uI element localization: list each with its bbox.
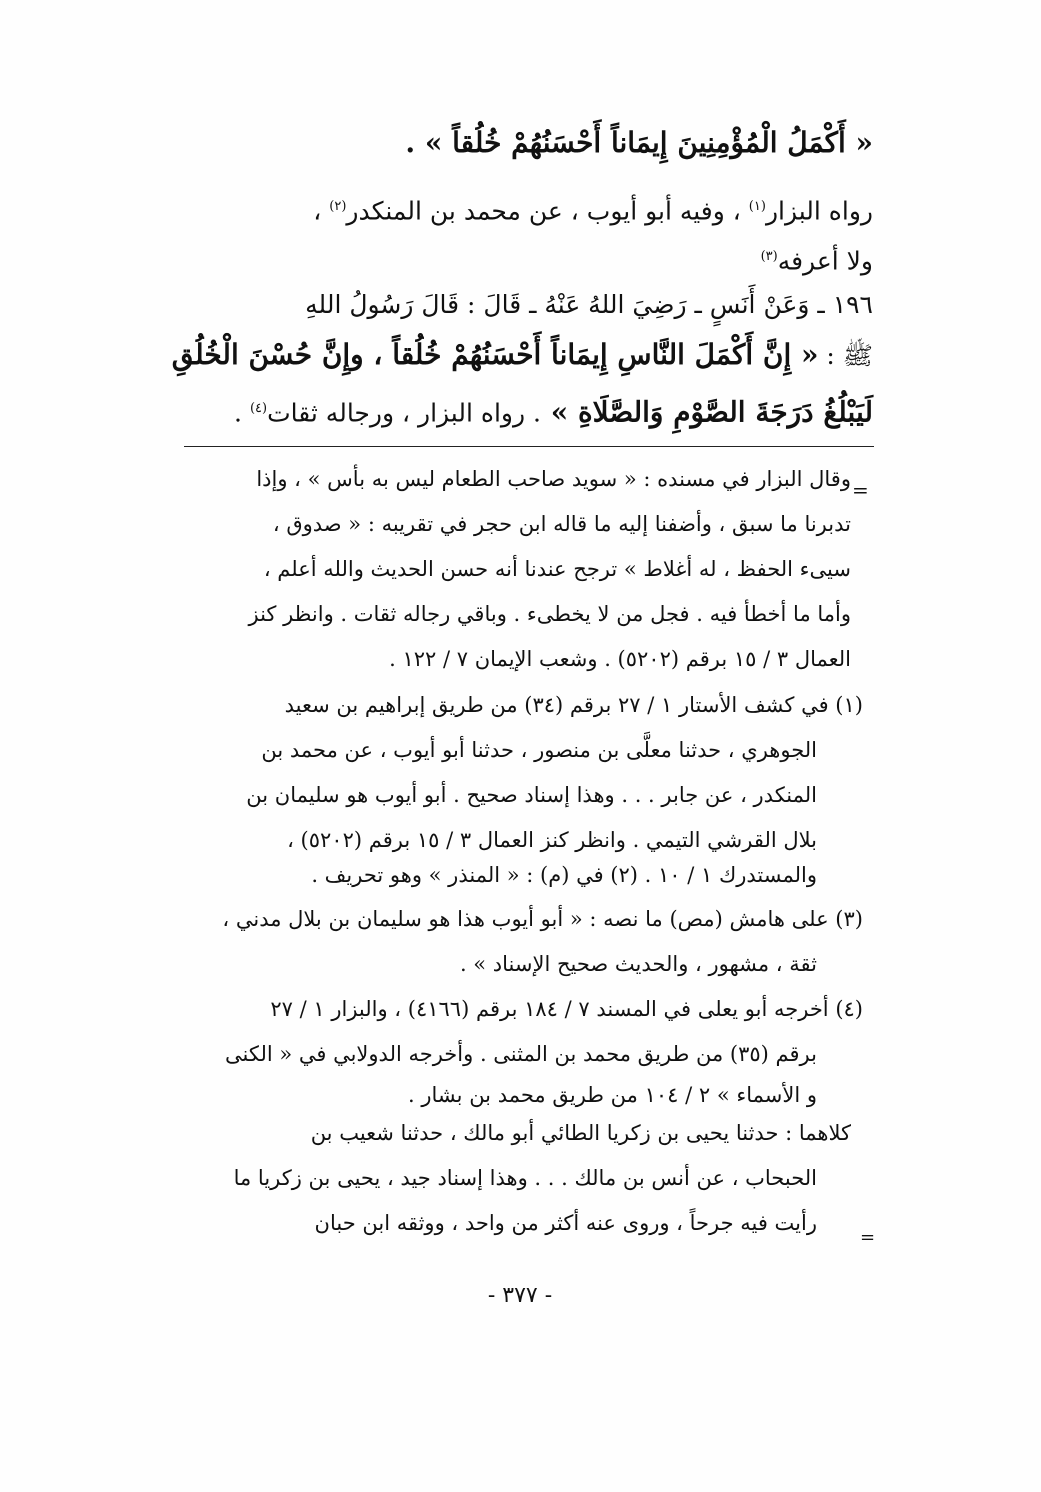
narration-text: ، — [313, 196, 330, 226]
footnote-continuation-line: سيىء الحفظ ، له أغلاط » ترجح عندنا أنه حسن الحديث والله أعلم ، — [263, 557, 851, 581]
footnote-3-line: ثقة ، مشهور ، والحديث صحيح الإسناد » . — [459, 952, 817, 976]
footnote-continuation-line: وقال البزار في مسنده : « سويد صاحب الطعام ليس به بأس » ، وإذا — [256, 467, 851, 491]
narration-line-3 — [761, 242, 873, 276]
footnote-ref-4: (٤) — [249, 401, 268, 416]
footnote-1-line: (١) في كشف الأستار ١ / ٢٧ برقم (٣٤) من طريق إبراهيم بن سعيد — [284, 693, 863, 717]
narration-text: . رواه البزار ، ورجاله ثقات — [267, 398, 541, 428]
footnote-1-line: المنكدر ، عن جابر . . . وهذا إسناد صحيح . أبو أيوب هو سليمان بن — [246, 783, 817, 807]
footnote-1-line: الجوهري ، حدثنا معلَّى بن منصور ، حدثنا أبو أيوب ، عن محمد بن — [261, 738, 817, 762]
footnote-ref-2: (٢) — [329, 199, 347, 214]
footnote-4-line: الحبحاب ، عن أنس بن مالك . . . وهذا إسناد جيد ، يحيى بن زكريا ما — [233, 1166, 817, 1190]
narration-text: . — [234, 398, 250, 428]
footnote-4-line: (٤) أخرجه أبو يعلى في المسند ٧ / ١٨٤ برقم (٤١٦٦) ، والبزار ١ / ٢٧ — [270, 997, 863, 1021]
page-number: - ٣٧٧ - — [487, 1283, 553, 1308]
continuation-mark: = — [852, 478, 869, 502]
hadith-196-intro: ١٩٦ ـ وَعَنْ أَنَسٍ ـ رَضِيَ اللهُ عَنْهُ ـ قَالَ : قَالَ رَسُولُ اللهِ — [305, 290, 873, 319]
hadith-text-line-1: « أَكْمَلُ الْمُؤْمِنِينَ إِيمَاناً أَحْسَنُهُمْ خُلُقاً » . — [405, 126, 873, 159]
footnote-1-2-line: والمستدرك ١ / ١٠ . (٢) في (م) : « المنذر » وهو تحريف . — [311, 863, 817, 887]
narration-text: ولا أعرفه — [777, 246, 873, 276]
footnote-4-line: برقم (٣٥) من طريق محمد بن المثنى . وأخرجه الدولابي في « الكنى — [225, 1042, 817, 1066]
footnote-ref-1: (١) — [748, 199, 766, 214]
salutation: ﷺ : — [818, 341, 873, 370]
footnote-4-line: و الأسماء » ٢ / ١٠٤ من طريق محمد بن بشار . — [408, 1083, 817, 1107]
narration-text: ، وفيه أبو أيوب ، عن محمد بن المنكدر — [346, 196, 749, 226]
hadith-196-line-2 — [172, 340, 873, 371]
continuation-mark-end: = — [860, 1227, 876, 1248]
footnote-3-line: (٣) على هامش (مص) ما نصه : « أبو أيوب هذا هو سليمان بن بلال مدني ، — [222, 907, 863, 931]
hadith-196-quote: « إِنَّ أَكْمَلَ النَّاسِ إِيمَاناً أَحْسَنُهُمْ خُلُقاً ، وإِنَّ حُسْنَ الْخُلُقِ — [171, 338, 819, 371]
footnote-4-line: كلاهما : حدثنا يحيى بن زكريا الطائي أبو مالك ، حدثنا شعيب بن — [310, 1121, 851, 1145]
narration-text: رواه البزار — [765, 196, 873, 226]
hadith-196-line-3 — [234, 394, 873, 428]
footnote-continuation-line: وأما ما أخطأ فيه . فجل من لا يخطىء . وباقي رجاله ثقات . وانظر كنز — [248, 602, 851, 626]
footnote-ref-3: (٣) — [760, 249, 778, 264]
narration-line-2 — [313, 192, 873, 226]
footnote-continuation-line: تدبرنا ما سبق ، وأضفنا إليه ما قاله ابن حجر في تقريبه : « صدوق ، — [272, 512, 851, 536]
footnote-continuation-line: العمال ٣ / ١٥ برقم (٥٢٠٢) . وشعب الإيمان ٧ / ١٢٢ . — [389, 647, 851, 671]
footnote-1-line: بلال القرشي التيمي . وانظر كنز العمال ٣ / ١٥ برقم (٥٢٠٢) ، — [287, 828, 817, 852]
footnote-divider — [184, 446, 874, 447]
hadith-196-quote-end: لَيَبْلُغُ دَرَجَةَ الصَّوْمِ وَالصَّلَاةِ » — [540, 395, 873, 429]
footnote-4-line: رأيت فيه جرحاً ، وروى عنه أكثر من واحد ، ووثقه ابن حبان — [314, 1211, 817, 1235]
